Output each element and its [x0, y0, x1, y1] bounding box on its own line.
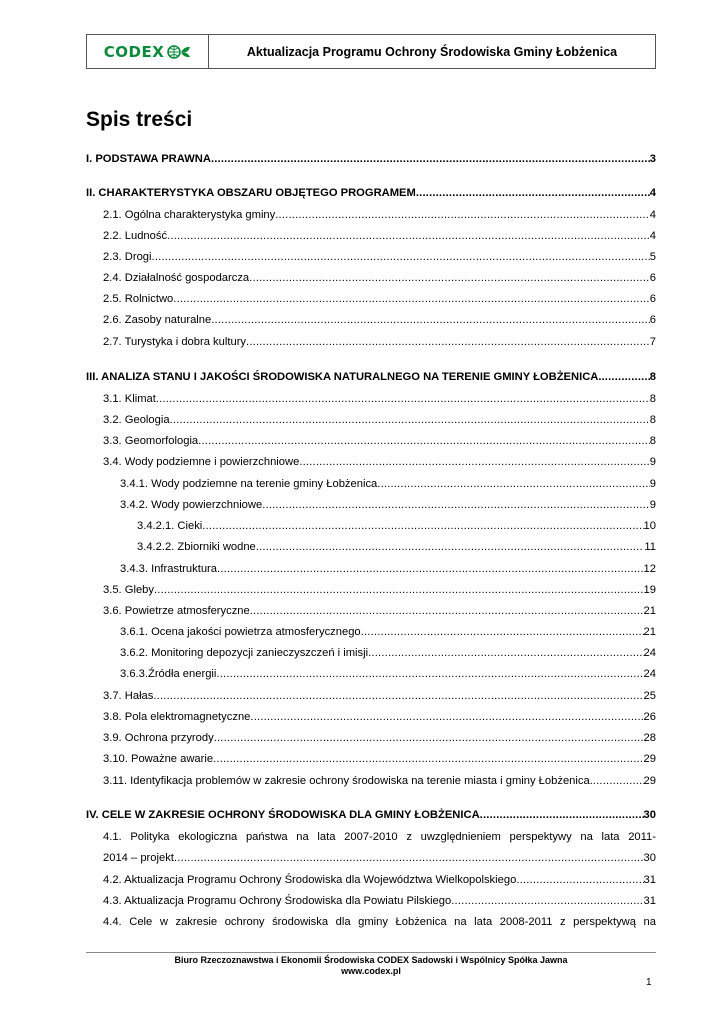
toc-page-number: 9 — [649, 499, 656, 511]
toc-page-number: 19 — [643, 584, 656, 596]
toc-entry[interactable] — [103, 434, 656, 448]
toc-entry-text: 2.1. Ogólna charakterystyka gminy — [103, 209, 276, 221]
dot-leader — [202, 519, 643, 533]
toc-entry-text: 3.7. Hałas — [103, 690, 154, 702]
toc-page-number: 12 — [643, 563, 656, 575]
toc-entry-text: 2.6. Zasoby naturalne — [103, 314, 212, 326]
toc-page-number: 25 — [643, 690, 656, 702]
toc-page-number: 26 — [643, 711, 656, 723]
toc-entry-text: 2.3. Drogi — [103, 251, 152, 263]
toc-entry-text: 3.6. Powietrze atmosferyczne — [103, 605, 250, 617]
toc-entry-text: 2014 – projekt — [103, 852, 174, 864]
toc-entry[interactable] — [120, 562, 656, 576]
dot-leader — [593, 774, 644, 788]
toc-entry[interactable] — [137, 519, 656, 533]
toc-entry[interactable] — [120, 498, 656, 512]
toc-page-number: 21 — [643, 626, 656, 638]
toc-entry-text: 3.1. Klimat — [103, 393, 156, 405]
toc-entry[interactable] — [103, 689, 656, 703]
toc-entry[interactable] — [103, 392, 656, 406]
toc-entry[interactable] — [103, 292, 656, 306]
toc-entry-text: 3.4.2. Wody powierzchniowe — [120, 499, 263, 511]
toc-entry[interactable] — [120, 667, 656, 681]
dot-leader — [275, 208, 650, 222]
toc-entry-text: I. PODSTAWA PRAWNA — [86, 153, 211, 165]
footer-company: Biuro Rzeczoznawstwa i Ekonomii Środowiska CODEX Sadowski i Wspólnicy Spółka Jawna — [174, 955, 568, 965]
toc-page-number: 7 — [649, 336, 656, 348]
dot-leader — [250, 604, 644, 618]
toc-page-number: 8 — [649, 393, 656, 405]
toc-entry[interactable] — [103, 894, 656, 908]
toc-entry-text: 4.3. Aktualizacja Programu Ochrony Środowiska dla Powiatu Pilskiego — [103, 895, 452, 907]
toc-chapter-entry[interactable] — [86, 370, 656, 384]
dot-leader — [368, 646, 643, 660]
toc-entry[interactable] — [103, 335, 656, 349]
toc-entry-text: 4.4. Cele w zakresie ochrony środowiska dla gminy Łobżenica na lata 2008-2011 z perspektywą na — [103, 916, 656, 928]
dot-leader — [174, 851, 644, 865]
toc-page-number: 4 — [649, 230, 656, 242]
toc-entry-text: 3.4.2.2. Zbiorniki wodne — [137, 541, 256, 553]
toc-page-number: 30 — [643, 852, 656, 864]
toc-entry[interactable] — [103, 915, 656, 929]
toc-page-number: 4 — [649, 187, 656, 199]
toc-page-number: 24 — [643, 668, 656, 680]
dot-leader — [377, 477, 650, 491]
toc-entry-text: 3.11. Identyfikacja problemów w zakresie ochrony środowiska na terenie miasta i gminy Łobżenica. — [103, 775, 593, 787]
dot-leader — [262, 498, 650, 512]
toc-entry[interactable] — [137, 540, 656, 554]
dot-leader — [170, 413, 650, 427]
dot-leader — [156, 392, 650, 406]
toc-entry[interactable] — [103, 752, 656, 766]
toc-page-number: 21 — [643, 605, 656, 617]
dot-leader — [480, 808, 644, 822]
toc-entry-text: 3.6.1. Ocena jakości powietrza atmosferycznego — [120, 626, 361, 638]
toc-page-number: 31 — [643, 895, 656, 907]
toc-page-number: 9 — [649, 456, 656, 468]
toc-page-number: 24 — [643, 647, 656, 659]
toc-entry[interactable] — [103, 731, 656, 745]
toc-entry[interactable] — [120, 477, 656, 491]
toc-page-number: 8 — [649, 435, 656, 447]
dot-leader — [167, 229, 650, 243]
header-title: Aktualizacja Programu Ochrony Środowiska Gminy Łobżenica — [246, 44, 618, 59]
dot-leader — [516, 873, 643, 887]
toc-entry-text: 3.5. Gleby — [103, 584, 154, 596]
toc-entry-text: IV. CELE W ZAKRESIE OCHRONY ŚRODOWISKA DLA GMINY ŁOBŻENICA — [86, 809, 480, 821]
toc-entry-text: 4.2. Aktualizacja Programu Ochrony Środowiska dla Województwa Wielkopolskiego — [103, 874, 517, 886]
toc-entry[interactable] — [103, 710, 656, 724]
toc-entry-text: 3.4. Wody podziemne i powierzchniowe — [103, 456, 300, 468]
dot-leader — [601, 370, 649, 384]
toc-page-number: 29 — [643, 753, 656, 765]
toc-entry-text: 4.1. Polityka ekologiczna państwa na lata 2007-2010 z uwzględnieniem perspektywy na lata 2011- — [103, 831, 656, 843]
toc-entry-text: 3.10. Poważne awarie — [103, 753, 214, 765]
toc-entry[interactable] — [103, 313, 656, 327]
toc-entry-text: 3.4.2.1. Cieki — [137, 520, 203, 532]
toc-entry[interactable] — [103, 830, 656, 844]
page-number: 1 — [646, 977, 652, 988]
toc-entry[interactable] — [120, 625, 656, 639]
toc-entry-text: 3.4.3. Infrastruktura — [120, 563, 218, 575]
logo-cell — [87, 35, 209, 68]
globe-leaf-icon — [167, 45, 191, 59]
toc-chapter-entry[interactable] — [86, 186, 656, 200]
toc-entry-text: III. ANALIZA STANU I JAKOŚCI ŚRODOWISKA NATURALNEGO NA TERENIE GMINY ŁOBŻENICA. — [86, 371, 602, 383]
toc-entry[interactable] — [103, 455, 656, 469]
toc-page-number: 8 — [649, 414, 656, 426]
toc-page-number: 4 — [649, 209, 656, 221]
dot-leader — [217, 562, 644, 576]
dot-leader — [451, 894, 643, 908]
dot-leader — [246, 335, 650, 349]
toc-entry[interactable] — [103, 229, 656, 243]
dot-leader — [211, 152, 650, 166]
toc-page-number: 6 — [649, 293, 656, 305]
toc-entry[interactable] — [120, 646, 656, 660]
toc-entry-text: 3.4.1. Wody podziemne na terenie gminy Łobżenica — [120, 478, 378, 490]
toc-page-number: 10 — [643, 520, 656, 532]
dot-leader — [154, 583, 644, 597]
dot-leader — [216, 667, 643, 681]
page-title: Spis treści — [86, 108, 193, 131]
page-header — [86, 34, 656, 69]
footer-website: www.codex.pl — [341, 966, 401, 976]
toc-chapter-entry[interactable] — [86, 152, 656, 166]
toc-entry[interactable] — [103, 583, 656, 597]
dot-leader — [416, 186, 650, 200]
footer-divider — [86, 952, 656, 953]
toc-entry[interactable] — [103, 413, 656, 427]
toc-entry[interactable] — [103, 250, 656, 264]
toc-page-number: 6 — [649, 272, 656, 284]
toc-entry-text: 2.4. Działalność gospodarcza — [103, 272, 250, 284]
toc-entry-text: 3.6.2. Monitoring depozycji zanieczyszczeń i imisji — [120, 647, 369, 659]
dot-leader — [153, 689, 643, 703]
dot-leader — [361, 625, 644, 639]
toc-entry[interactable] — [103, 208, 656, 222]
dot-leader — [213, 752, 643, 766]
dot-leader — [173, 292, 649, 306]
toc-page-number: 29 — [643, 775, 656, 787]
toc-page-number: 3 — [649, 153, 656, 165]
toc-entry-text: 3.6.3.Źródła energii — [120, 668, 217, 680]
toc-entry-text: 2.2. Ludność — [103, 230, 168, 242]
dot-leader — [249, 271, 650, 285]
toc-entry-text: 3.9. Ochrona przyrody — [103, 732, 214, 744]
toc-entry-text: 2.7. Turystyka i dobra kultury — [103, 336, 247, 348]
toc-entry-text: 2.5. Rolnictwo — [103, 293, 174, 305]
toc-page-number: 5 — [649, 251, 656, 263]
toc-entry-text: II. CHARAKTERYSTYKA OBSZARU OBJĘTEGO PROGRAMEM — [86, 187, 416, 199]
dot-leader — [152, 250, 650, 264]
toc-page-number: 31 — [643, 874, 656, 886]
toc-chapter-entry[interactable] — [86, 808, 656, 822]
page-footer — [86, 955, 656, 977]
toc-page-number: 6 — [649, 314, 656, 326]
dot-leader — [198, 434, 650, 448]
toc-entry-text: 3.2. Geologia — [103, 414, 170, 426]
toc-entry[interactable] — [103, 851, 656, 865]
toc-entry[interactable] — [103, 604, 656, 618]
toc-entry-text: 3.8. Pola elektromagnetyczne — [103, 711, 251, 723]
toc-page-number: 8 — [649, 371, 656, 383]
dot-leader — [211, 313, 650, 327]
dot-leader — [299, 455, 649, 469]
toc-entry[interactable] — [103, 873, 656, 887]
toc-page-number: 30 — [643, 809, 656, 821]
toc-page-number: 28 — [643, 732, 656, 744]
dot-leader — [256, 540, 645, 554]
toc-entry[interactable] — [103, 774, 656, 788]
logo-text: CODEX — [103, 42, 165, 61]
dot-leader — [214, 731, 644, 745]
toc-page-number: 9 — [649, 478, 656, 490]
toc-entry[interactable] — [103, 271, 656, 285]
toc-page-number: 11 — [644, 541, 656, 553]
codex-logo — [104, 43, 192, 61]
toc-entry-text: 3.3. Geomorfologia — [103, 435, 199, 447]
dot-leader — [250, 710, 643, 724]
